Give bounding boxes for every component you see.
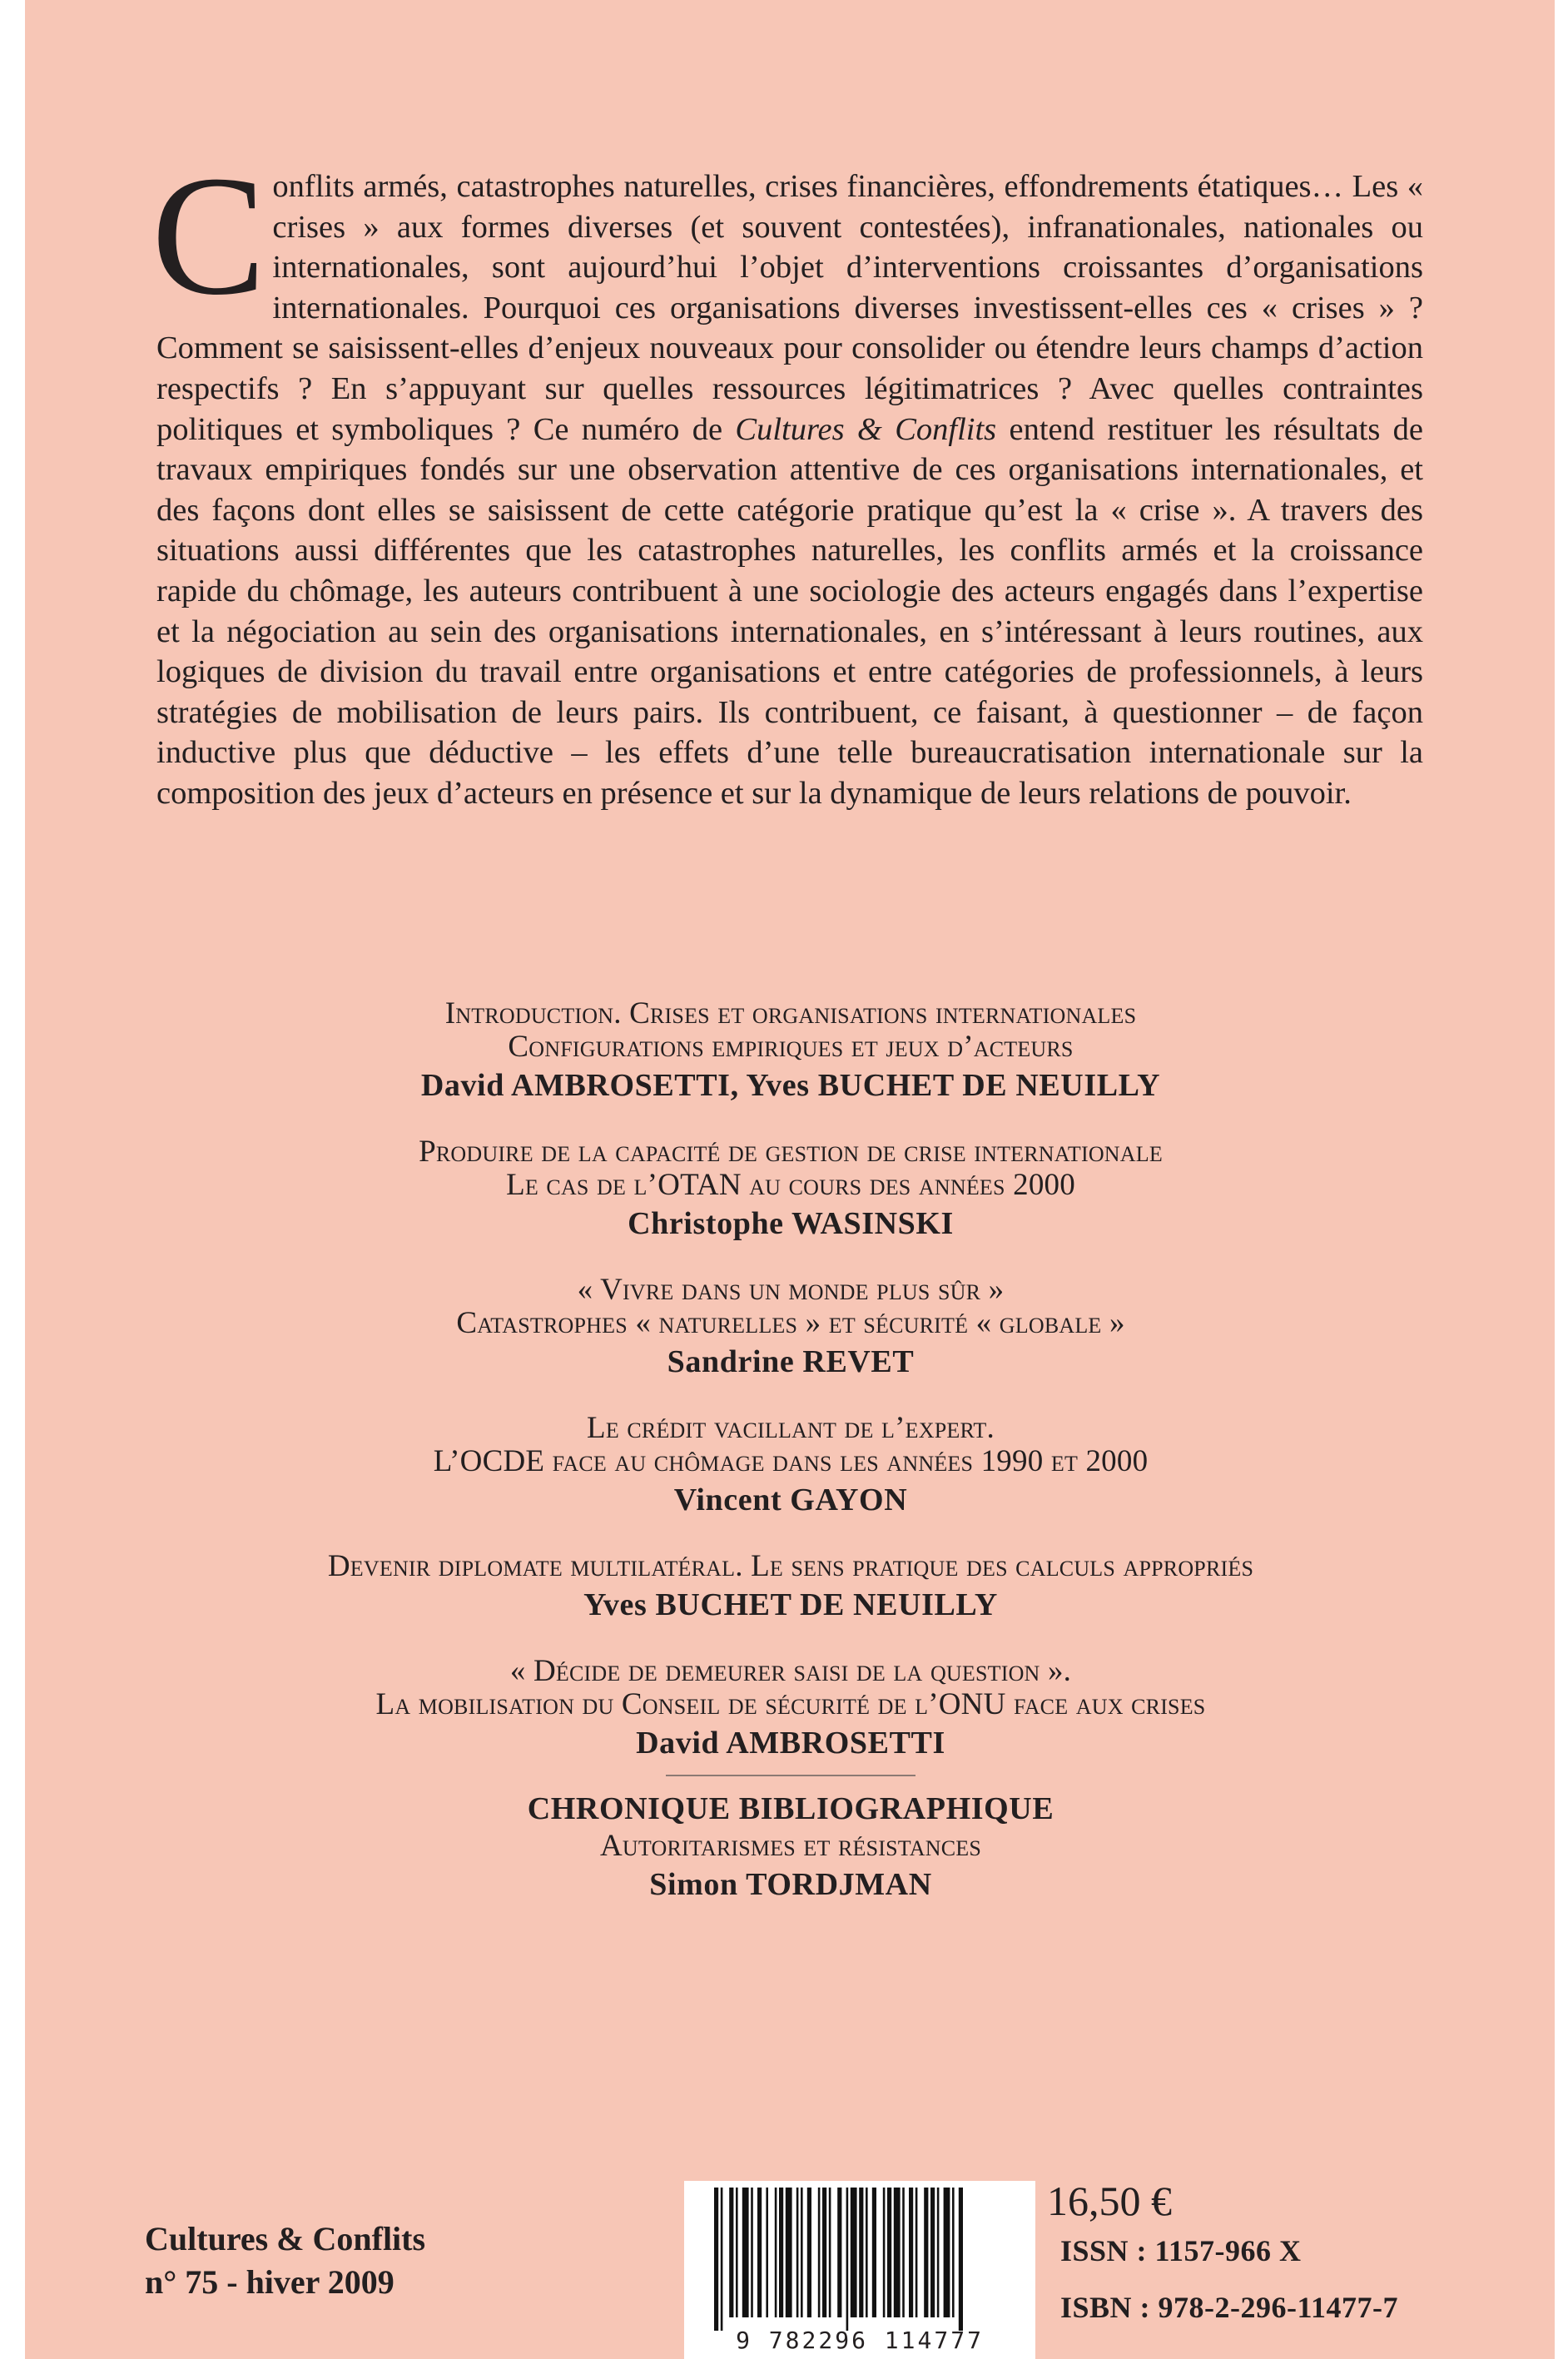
- barcode-bar: [801, 2188, 803, 2317]
- barcode-bar: [924, 2188, 928, 2317]
- barcode-bar: [807, 2188, 811, 2317]
- barcode-bar: [887, 2188, 891, 2317]
- barcode-bar: [902, 2188, 905, 2317]
- toc-entry-title: Introduction. Crises et organisations internationales: [444, 996, 1137, 1031]
- toc-entry-title: Le crédit vacillant de l’expert.: [587, 1411, 995, 1445]
- isbn: ISBN : 978-2-296-11477-7: [1060, 2291, 1398, 2324]
- barcode: [684, 2181, 1035, 2359]
- barcode-bar: [952, 2188, 955, 2317]
- barcode-bar: [775, 2188, 777, 2317]
- barcode-bar: [729, 2188, 733, 2317]
- barcode-bar: [829, 2188, 831, 2317]
- chronique-author: Simon TORDJMAN: [649, 1867, 932, 1902]
- toc-entry-title: « Décide de demeurer saisi de la question ».: [509, 1654, 1072, 1688]
- toc-entry-subtitle: L’OCDE face au chômage dans les années 1990 et 2000: [433, 1444, 1149, 1478]
- drop-cap: C: [151, 140, 266, 330]
- barcode-bar: [930, 2188, 935, 2317]
- barcode-bar: [766, 2188, 768, 2317]
- toc-entry-author: Sandrine REVET: [667, 1344, 915, 1379]
- abstract-text: [151, 140, 1423, 814]
- barcode-bar: [714, 2188, 718, 2331]
- toc-entry-otan: [133, 1135, 1448, 1244]
- toc-entry-author: David AMBROSETTI, Yves BUCHET DE NEUILLY: [420, 1068, 1161, 1103]
- barcode-bar: [851, 2188, 857, 2317]
- barcode-bar: [846, 2188, 849, 2331]
- toc-entry-subtitle: La mobilisation du Conseil de sécurité de l’ONU face aux crises: [375, 1687, 1206, 1721]
- barcode-bar: [866, 2188, 868, 2317]
- toc-entry-author: Christophe WASINSKI: [628, 1206, 954, 1241]
- chronique-section: [133, 1788, 1448, 1905]
- barcode-bar: [721, 2188, 723, 2331]
- table-of-contents: [133, 997, 1448, 1934]
- barcode-bar: [796, 2188, 799, 2317]
- journal-title-italic: Cultures & Conflits: [735, 411, 997, 447]
- abstract-part-1: onflits armés, catastrophes naturelles, crises financières, effondrements étatiques… Les « crises » aux formes diverses (et souvent contestées), infranationales, nationales ou internationales, sont aujourd’hui l’objet d’interventions croissantes d’organisations internationales. Pourquoi ces organisations diverses investissent-elles ces « crises » ? Comment se saisissent-elles d’enjeux nouveaux pour consolider ou étendre leurs champs d’action respectifs ? En s’appuyant sur quelles ressources légitimatrices ? Avec quelles contraintes politiques et symboliques ? Ce numéro de: [156, 169, 1423, 447]
- toc-entry-title: Devenir diplomate multilatéral. Le sens pratique des calculs appropriés: [327, 1549, 1254, 1583]
- barcode-bar: [818, 2188, 821, 2317]
- barcode-bar: [742, 2188, 749, 2317]
- toc-entry-diplomate: [133, 1550, 1448, 1625]
- barcode-bar: [944, 2188, 950, 2317]
- toc-entry-subtitle: Configurations empiriques et jeux d’acteurs: [508, 1030, 1074, 1064]
- barcode-bar: [883, 2188, 886, 2317]
- issn: ISSN : 1157-966 X: [1060, 2234, 1302, 2267]
- toc-entry-onu: [133, 1655, 1448, 1763]
- toc-entry-author: Yves BUCHET DE NEUILLY: [583, 1587, 998, 1622]
- barcode-bar: [894, 2188, 901, 2317]
- journal-name: Cultures & Conflits: [145, 2220, 426, 2257]
- toc-entry-ocde: [133, 1412, 1448, 1520]
- issue-number: n° 75 - hiver 2009: [145, 2263, 394, 2301]
- barcode-digits: 9 782296 114777: [736, 2327, 984, 2354]
- toc-entry-author: David AMBROSETTI: [636, 1726, 945, 1761]
- barcode-bar: [937, 2188, 940, 2317]
- barcode-bar: [959, 2188, 963, 2331]
- chronique-title: CHRONIQUE BIBLIOGRAPHIQUE: [527, 1791, 1054, 1826]
- barcode-bar: [779, 2188, 783, 2317]
- toc-entry-subtitle: Le cas de l’OTAN au cours des années 2000: [506, 1168, 1075, 1202]
- toc-entry-author: Vincent GAYON: [673, 1482, 908, 1517]
- barcode-bar: [751, 2188, 753, 2317]
- barcode-bar: [757, 2188, 762, 2317]
- toc-entry-subtitle: Catastrophes « naturelles » et sécurité « globale »: [456, 1306, 1125, 1340]
- barcode-bar: [736, 2188, 738, 2317]
- chronique-subtitle: Autoritarismes et résistances: [599, 1829, 982, 1863]
- barcode-bar: [915, 2188, 918, 2317]
- toc-entry-introduction: [133, 997, 1448, 1105]
- barcode-bar: [786, 2188, 792, 2317]
- journal-info: [145, 2217, 425, 2304]
- barcode-bar: [909, 2188, 913, 2317]
- barcode-bar: [859, 2188, 863, 2317]
- barcode-bar: [837, 2188, 841, 2317]
- toc-entry-monde-plus-sur: [133, 1274, 1448, 1382]
- section-divider: [666, 1775, 915, 1776]
- toc-entry-title: « Vivre dans un monde plus sûr »: [577, 1273, 1005, 1307]
- barcode-bar: [822, 2188, 826, 2317]
- price: 16,50 €: [1047, 2178, 1172, 2224]
- abstract-part-2: entend restituer les résultats de travaux empiriques fondés sur une observation attentive de ces organisations internationales, et des façons dont elles se saisissent de cette catégorie pratique qu’est la « crise ». A travers des situations aussi différentes que les catastrophes naturelles, les conflits armés et la croissance rapide du chômage, les auteurs contribuent à une sociologie des acteurs engagés dans l’expertise et la négociation au sein des organisations internationales, en s’intéressant à leurs routines, aux logiques de division du travail entre organisations et entre catégories de professionnels, à leurs stratégies de mobilisation de leurs pairs. Ils contribuent, ce faisant, à questionner – de façon inductive plus que déductive – les effets d’une telle bureaucratisation internationale sur la composition des jeux d’acteurs en présence et sur la dynamique de leurs relations de pouvoir.: [156, 411, 1423, 811]
- toc-entry-title: Produire de la capacité de gestion de crise internationale: [419, 1135, 1163, 1169]
- barcode-bar: [872, 2188, 876, 2317]
